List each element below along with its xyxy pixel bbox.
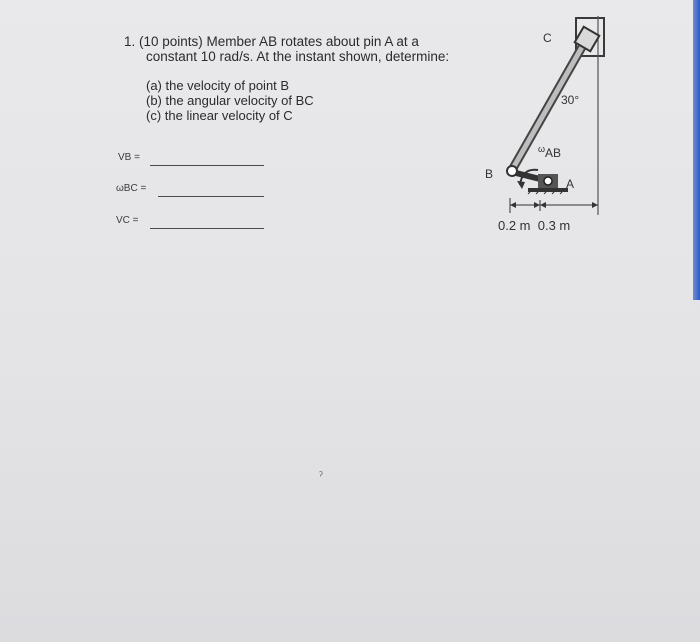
label-c: C [543, 31, 552, 45]
label-b: B [485, 167, 494, 181]
dimension-label: 0.2 m 0.3 m [498, 218, 571, 233]
label-omega: ω [538, 144, 546, 154]
vc-label: VC = [116, 215, 139, 226]
mechanism-figure [480, 10, 620, 240]
angle-label: 30° [561, 93, 580, 107]
pin-a [544, 177, 552, 185]
question-line-1: 1. (10 points) Member AB rotates about pin A at a [124, 34, 419, 49]
pin-b [507, 166, 517, 176]
vc-answer-line [150, 228, 264, 229]
label-a: A [566, 177, 575, 191]
page-edge-blue [693, 0, 700, 300]
part-b: (b) the angular velocity of BC [146, 93, 314, 108]
question-line-2: constant 10 rad/s. At the instant shown, determine: [146, 49, 450, 64]
part-a: (a) the velocity of point B [146, 78, 290, 93]
vb-label: VB = [118, 152, 140, 163]
label-ab: AB [545, 146, 562, 160]
wbc-label: ωBC = [116, 183, 147, 194]
omega-arrowhead-icon [517, 181, 525, 189]
wbc-answer-line [158, 196, 264, 197]
part-c: (c) the linear velocity of C [146, 108, 293, 123]
stray-pen-mark: ˀ [319, 470, 323, 482]
vb-answer-line [150, 165, 264, 166]
